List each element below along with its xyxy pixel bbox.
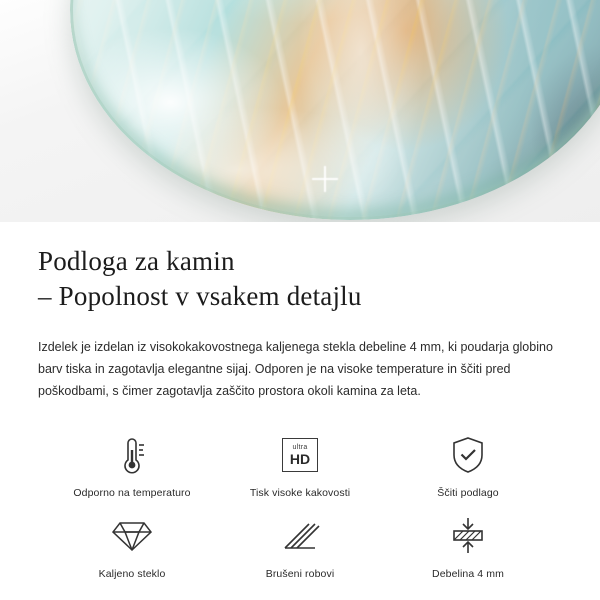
- feature-label: Ščiti podlago: [437, 487, 499, 499]
- feature-item: [216, 432, 384, 499]
- feature-label: Debelina 4 mm: [432, 568, 504, 580]
- description-text: Izdelek je izdelan iz visokokakovostnega kaljenega stekla debeline 4 mm, ki poudarja globino barv tiska in zagotavlja elegantne sijaj. Odporen je na visoke temperature in ščiti pred poškodbami, s čimer zagotavlja zaščito prostora okoli kamina za leta.: [38, 340, 553, 398]
- feature-label: Odporno na temperaturo: [73, 487, 191, 499]
- feature-label: Tisk visoke kakovosti: [249, 487, 351, 499]
- page-title-line-1: Podloga za kamin: [38, 246, 235, 276]
- thermometer-icon: [112, 432, 152, 478]
- page-title: [38, 244, 562, 314]
- shield-check-icon: [447, 432, 489, 478]
- feature-item: [216, 513, 384, 580]
- feature-label: Brušeni robovi: [265, 568, 335, 580]
- ultra-hd-icon: [282, 432, 318, 478]
- polished-edges-icon: [279, 513, 321, 559]
- feature-item: [384, 432, 552, 499]
- diamond-icon: [110, 513, 154, 559]
- thickness-arrows-icon: [447, 513, 489, 559]
- glass-panel-image: [70, 0, 600, 220]
- page-title-line-2: – Popolnost v vsakem detajlu: [38, 281, 362, 311]
- feature-item: [48, 513, 216, 580]
- content-area: [0, 244, 600, 580]
- ultra-hd-top-label: ultra: [292, 444, 308, 451]
- ultra-hd-bottom-label: HD: [289, 451, 311, 467]
- feature-grid: [38, 432, 562, 580]
- hero-image: [0, 0, 600, 222]
- feature-item: [384, 513, 552, 580]
- feature-label: Kaljeno steklo: [98, 568, 166, 580]
- feature-item: [48, 432, 216, 499]
